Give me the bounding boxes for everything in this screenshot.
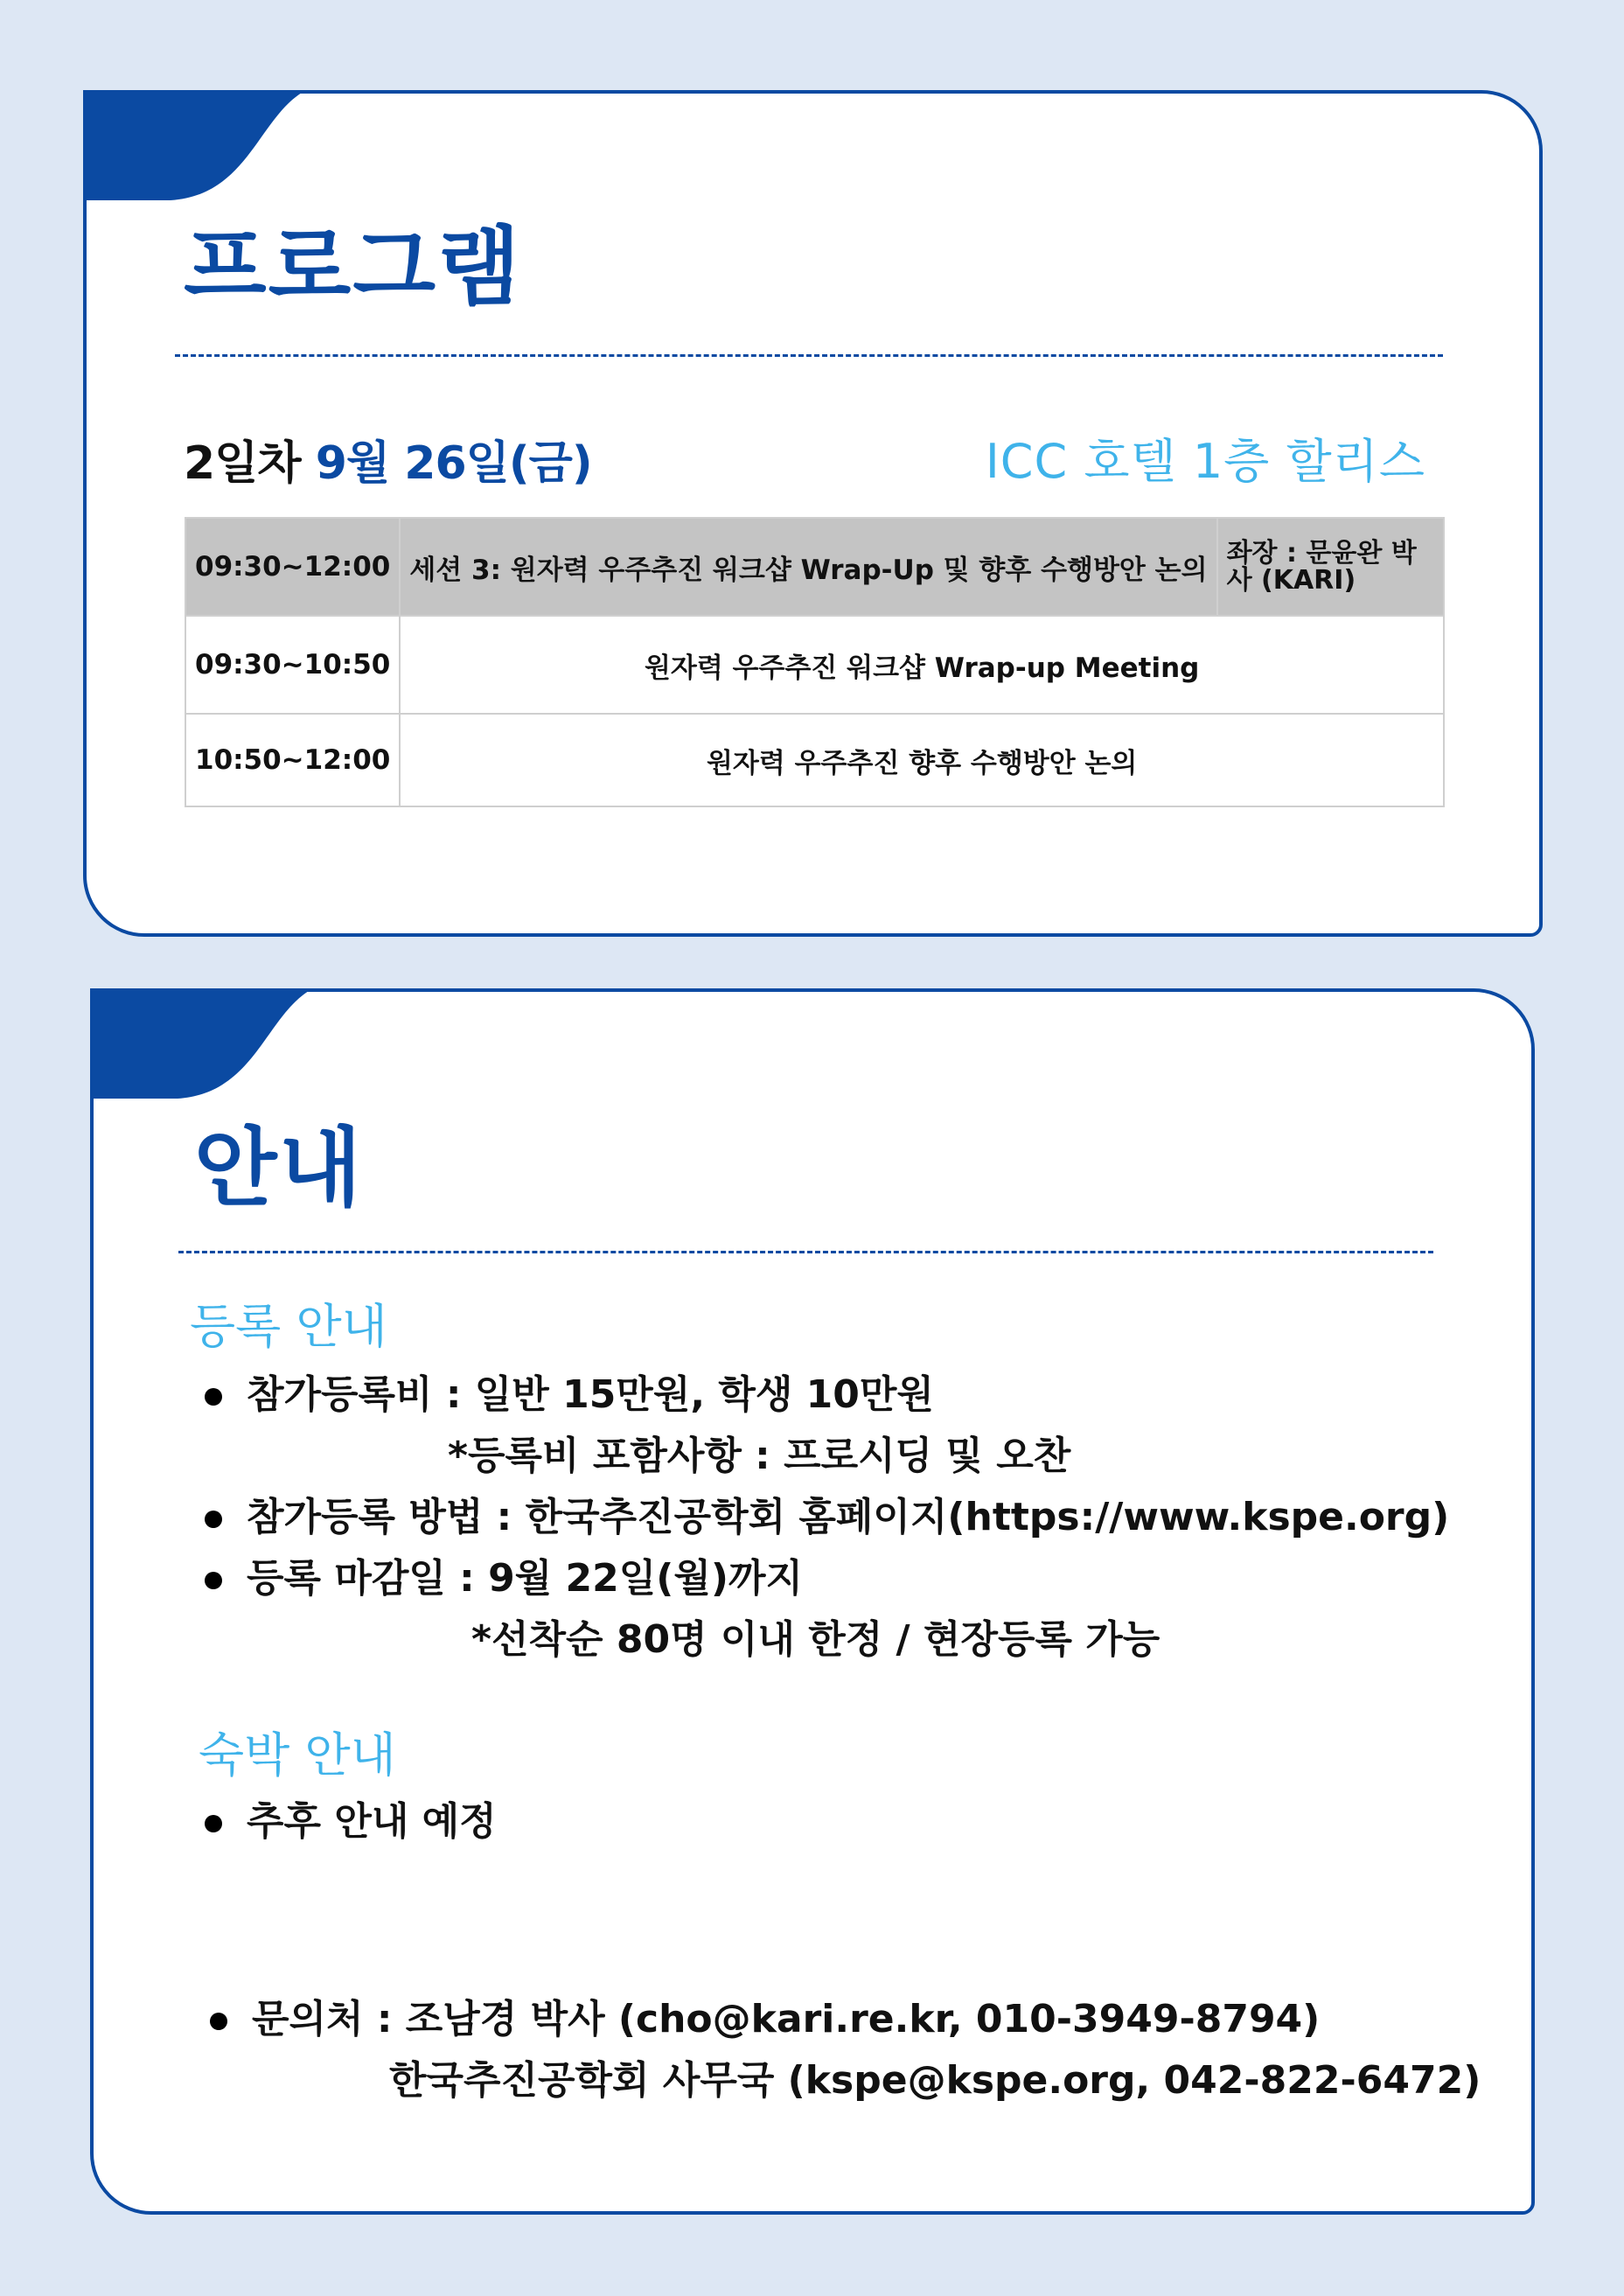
guide-title: 안내 [194, 1119, 364, 1218]
deadline-note: *선착순 80명 이내 한정 / 현장등록 가능 [471, 1617, 1160, 1662]
contact-text-1: 문의처 : 조남경 박사 (cho@kari.re.kr, 010-3949-8794) [252, 1997, 1321, 2041]
corner-decoration [90, 988, 317, 1102]
row-time: 10:50~12:00 [185, 714, 400, 806]
bullet-icon [210, 2013, 227, 2030]
table-row [185, 714, 1444, 806]
lodging-text: 추후 안내 예정 [247, 1799, 497, 1844]
day-date: 9월 26일(금) [315, 437, 592, 490]
contact-line-2: 한국추진공학회 사무국 (kspe@kspe.org, 042-822-6472) [389, 2058, 1481, 2103]
schedule-table [185, 517, 1445, 807]
day-label [184, 426, 592, 492]
venue: ICC 호텔 1층 할리스 [985, 434, 1425, 489]
title-divider [178, 1251, 1433, 1253]
row-content: 원자력 우주추진 향후 수행방안 논의 [400, 714, 1444, 806]
row-time: 09:30~10:50 [185, 616, 400, 714]
day-number: 2일차 [184, 437, 301, 490]
table-row [185, 616, 1444, 714]
corner-decoration [83, 90, 310, 204]
lodging-item [205, 1790, 497, 1846]
registration-heading: 등록 안내 [190, 1299, 387, 1354]
title-divider [175, 354, 1443, 357]
guide-card [90, 988, 1535, 2215]
program-card [83, 90, 1543, 937]
registration-deadline [205, 1546, 803, 1602]
fee-text: 참가등록비 : 일반 15만원, 학생 10만원 [247, 1372, 934, 1417]
registration-method [205, 1485, 1449, 1541]
session-time: 09:30~12:00 [185, 518, 400, 616]
lodging-heading: 숙박 안내 [199, 1727, 396, 1783]
session-title: 세션 3: 원자력 우주추진 워크샵 Wrap-Up 및 향후 수행방안 논의 [400, 518, 1216, 616]
session-chair: 좌장 : 문윤완 박사 (KARI) [1217, 518, 1444, 616]
bullet-icon [205, 1511, 222, 1528]
bullet-icon [205, 1572, 222, 1589]
contact-line-1 [210, 1987, 1320, 2043]
bullet-icon [205, 1815, 222, 1832]
fee-note: *등록비 포함사항 : 프로시딩 및 오찬 [448, 1434, 1071, 1478]
deadline-text: 등록 마감일 : 9월 22일(월)까지 [247, 1556, 803, 1601]
bullet-icon [205, 1388, 222, 1406]
row-content: 원자력 우주추진 워크샵 Wrap-up Meeting [400, 616, 1444, 714]
method-text: 참가등록 방법 : 한국추진공학회 홈페이지(https://www.kspe.org) [247, 1495, 1450, 1539]
program-title: 프로그램 [184, 218, 522, 318]
registration-fee [205, 1363, 934, 1419]
table-header-row [185, 518, 1444, 616]
